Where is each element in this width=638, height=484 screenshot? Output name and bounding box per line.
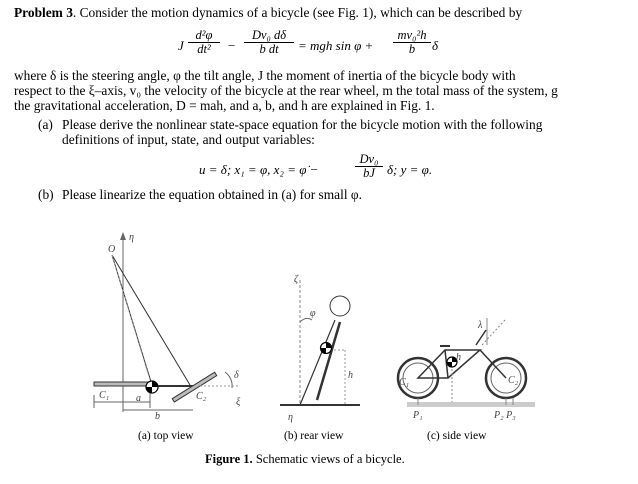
eq1-minus: − <box>228 38 236 53</box>
eq1-frac-d2phi: $\frac{\text{d²φ}}{\text{dt²}}$ <box>188 29 220 56</box>
tilted-body <box>300 320 335 405</box>
front-wheel-top <box>172 372 217 402</box>
label-zeta: ζ <box>294 274 299 285</box>
where-line-1: where δ is the steering angle, φ the tilt angle, J the moment of inertia of the bicycle body with <box>14 68 516 83</box>
problem-intro: . Consider the motion dynamics of a bicycle (see Fig. 1), which can be described by <box>72 5 523 20</box>
eta-arrowhead-icon <box>120 232 126 240</box>
caption-side-view: (c) side view <box>427 430 487 442</box>
part-a-line-2: definitions of input, state, and output variables: <box>62 132 315 147</box>
label-C1: C₁ <box>99 390 110 401</box>
eq1-frac-mv0h: $\frac{\text{mv₀²h}}{b}$ <box>393 29 431 56</box>
label-eta-rear: η <box>288 412 293 423</box>
part-a-line-1: Please derive the nonlinear state-space equation for the bicycle motion with the following <box>62 117 543 132</box>
label-C2: C₂ <box>196 391 207 402</box>
label-xi: ξ <box>236 397 241 408</box>
handlebar-stem <box>476 330 486 345</box>
label-P2P3: P₂ P₃ <box>494 410 516 421</box>
figure-title-text: Schematic views of a bicycle. <box>252 452 405 466</box>
label-h-side: h <box>456 352 461 363</box>
label-C1-side: C₁ <box>399 377 410 388</box>
figure-title-label: Figure 1. <box>205 452 253 466</box>
part-b-label: (b) <box>38 187 54 202</box>
center-of-gravity-icon <box>146 381 158 393</box>
label-phi: φ <box>310 308 316 319</box>
label-b: b <box>155 411 160 422</box>
rear-wheel-edge <box>317 322 340 400</box>
eq1-delta: δ <box>432 38 439 53</box>
label-C2-side: C₂ <box>508 375 519 386</box>
label-lambda: λ <box>478 320 483 331</box>
label-h: h <box>348 370 353 381</box>
eq2-frac: $\frac{\text{Dv₀}}{bJ}$ <box>355 153 383 180</box>
label-a: a <box>136 393 141 404</box>
rear-cg-icon <box>321 343 332 354</box>
label-P1: P₁ <box>413 410 423 421</box>
label-O: O <box>108 244 116 255</box>
rear-view-diagram <box>280 280 360 405</box>
where-line-2: respect to the ξ–axis, v₀ the velocity of the bicycle at the rear wheel, m the total mass of the system, g <box>14 83 558 98</box>
ground-strip <box>407 402 535 407</box>
top-view-diagram <box>94 232 238 412</box>
part-a-label: (a) <box>38 117 53 132</box>
caption-rear-view: (b) rear view <box>284 430 344 442</box>
label-eta: η <box>129 232 134 243</box>
rider-head <box>330 296 350 316</box>
figure-title <box>205 452 405 466</box>
eq2-left: u = δ; x₁ = φ, x₂ = φ̇ − <box>199 162 319 177</box>
problem-label: Problem 3 <box>14 5 73 20</box>
eq2-right: δ; y = φ. <box>387 162 433 177</box>
where-line-3: the gravitational acceleration, D = mah, and a, b, and h are explained in Fig. 1. <box>14 98 435 113</box>
eq1-mid: = mgh sin φ + <box>298 38 374 53</box>
part-b-text: Please linearize the equation obtained in (a) for small φ. <box>62 187 362 202</box>
steering-axis <box>482 320 505 345</box>
label-delta: δ <box>234 370 239 381</box>
side-view-diagram <box>398 318 535 407</box>
rear-wheel-top <box>94 382 150 386</box>
frame-line-2 <box>112 255 190 385</box>
eq1-J: J <box>178 38 184 53</box>
caption-top-view: (a) top view <box>138 430 194 442</box>
eq1-frac-dv0: $\frac{\text{Dv₀ dδ}}{\text{b dt}}$ <box>244 29 294 56</box>
